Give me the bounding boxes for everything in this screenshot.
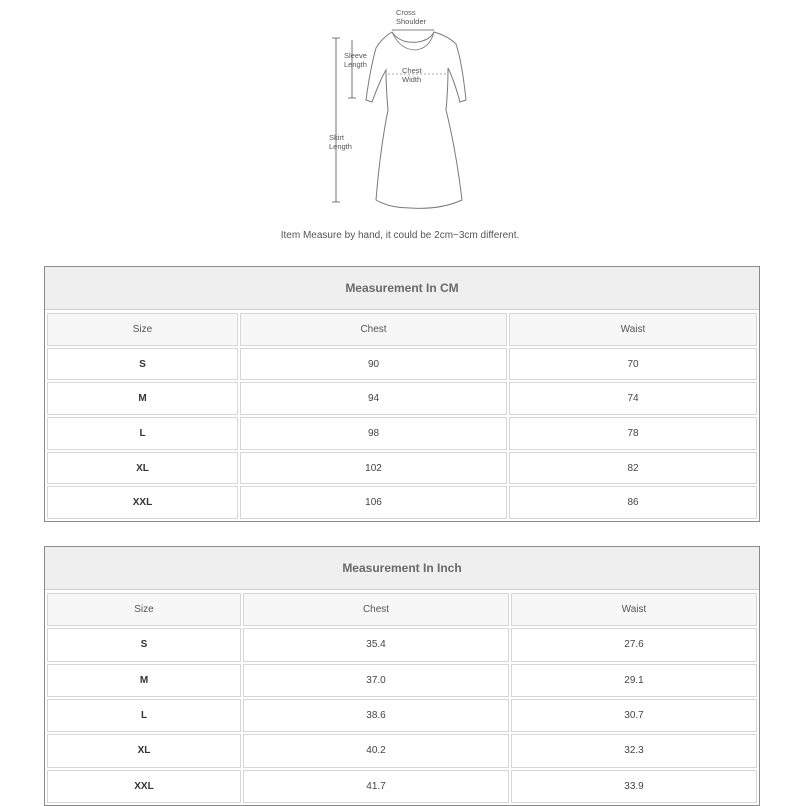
cell-size: XL: [47, 734, 241, 767]
table-row: [47, 770, 757, 803]
cell-size: S: [47, 628, 241, 661]
cell-size: XXL: [47, 770, 241, 803]
size-table-inch: [44, 546, 760, 806]
header-cell-chest: Chest: [243, 593, 509, 626]
cell-size: S: [47, 348, 238, 381]
cell-chest: 41.7: [243, 770, 509, 803]
cell-chest: 38.6: [243, 699, 509, 732]
cell-chest: 94: [240, 382, 507, 415]
table-header-row: [47, 313, 757, 346]
cell-size: XXL: [47, 486, 238, 519]
cell-waist: 82: [509, 452, 757, 485]
cell-chest: 35.4: [243, 628, 509, 661]
cell-waist: 29.1: [511, 664, 757, 697]
cell-waist: 30.7: [511, 699, 757, 732]
label-cross-shoulder-2: Shoulder: [396, 17, 427, 26]
header-cell-waist: Waist: [511, 593, 757, 626]
cell-waist: 33.9: [511, 770, 757, 803]
table-row: [47, 452, 757, 485]
header-cell-size: Size: [47, 313, 238, 346]
cell-size: L: [47, 699, 241, 732]
table-row: [47, 486, 757, 519]
dress-outline-illustration: [320, 0, 480, 220]
label-skirt-length-2: Length: [329, 142, 352, 151]
cell-size: XL: [47, 452, 238, 485]
cell-chest: 98: [240, 417, 507, 450]
cell-chest: 102: [240, 452, 507, 485]
cell-waist: 32.3: [511, 734, 757, 767]
cell-size: M: [47, 382, 238, 415]
table-title: Measurement In Inch: [45, 547, 759, 590]
table-row: [47, 664, 757, 697]
cell-waist: 86: [509, 486, 757, 519]
label-sleeve-length-2: Length: [344, 60, 367, 69]
label-chest-width-2: Width: [402, 75, 422, 84]
table-row: [47, 734, 757, 767]
header-cell-size: Size: [47, 593, 241, 626]
header-cell-waist: Waist: [509, 313, 757, 346]
header-cell-chest: Chest: [240, 313, 507, 346]
cell-size: M: [47, 664, 241, 697]
label-cross-shoulder-1: Cross: [396, 8, 416, 17]
label-skirt-length-1: Skirt: [329, 133, 344, 142]
cell-size: L: [47, 417, 238, 450]
cell-chest: 106: [240, 486, 507, 519]
table-title: Measurement In CM: [45, 267, 759, 310]
label-sleeve-length-1: Sleeve: [344, 51, 367, 60]
measurement-note: Item Measure by hand, it could be 2cm~3cm different.: [280, 230, 520, 241]
table-row: [47, 628, 757, 661]
table-row: [47, 417, 757, 450]
size-table-cm: [44, 266, 760, 522]
label-chest-width-1: Chest: [402, 66, 422, 75]
table-row: [47, 348, 757, 381]
cell-chest: 40.2: [243, 734, 509, 767]
table-row: [47, 382, 757, 415]
cell-waist: 74: [509, 382, 757, 415]
cell-chest: 90: [240, 348, 507, 381]
table-row: [47, 699, 757, 732]
cell-waist: 70: [509, 348, 757, 381]
cell-waist: 78: [509, 417, 757, 450]
table-header-row: [47, 593, 757, 626]
dress-measurement-diagram: [320, 0, 480, 220]
cell-chest: 37.0: [243, 664, 509, 697]
cell-waist: 27.6: [511, 628, 757, 661]
